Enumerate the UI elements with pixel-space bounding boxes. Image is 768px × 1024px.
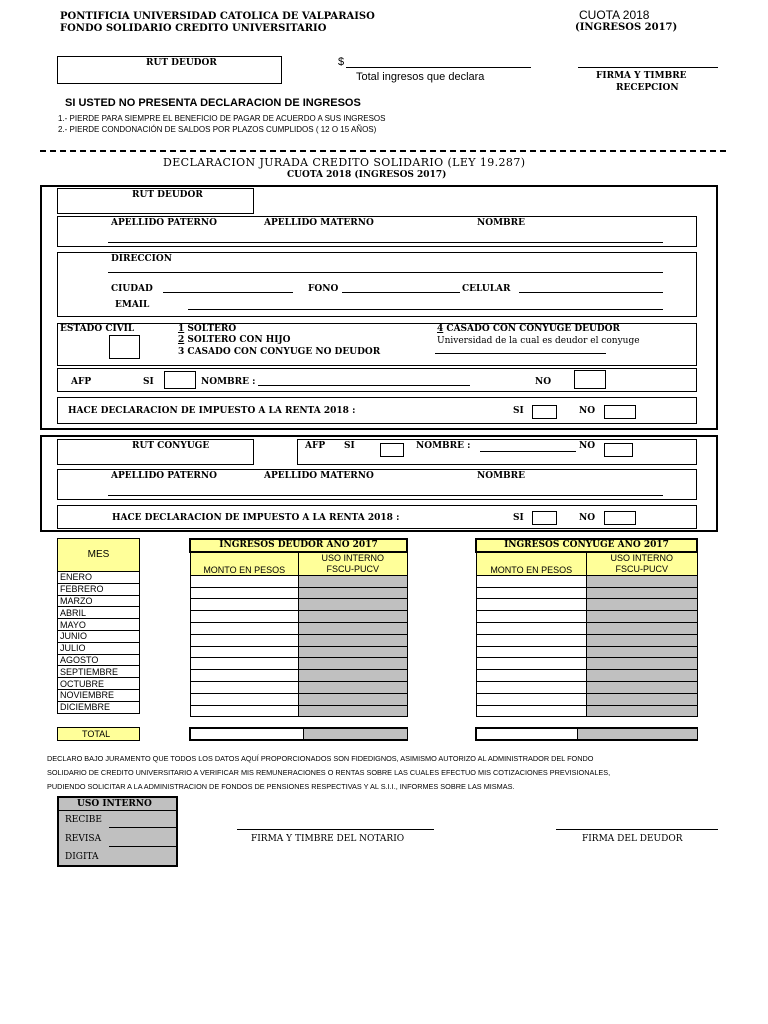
direccion-field[interactable]: [108, 272, 663, 273]
fono-label: FONO: [308, 284, 339, 294]
deudor-monto-cell[interactable]: [190, 681, 299, 693]
table-row: [476, 599, 697, 611]
conyuge-afp-box: [297, 439, 697, 465]
conyuge-interno-cell: [587, 670, 698, 682]
conyuge-monto-cell[interactable]: [476, 670, 587, 682]
deudor-interno-cell: [299, 646, 408, 658]
option-soltero: 1 SOLTERO: [178, 324, 237, 334]
afp-nombre-label: NOMBRE :: [201, 377, 256, 387]
conyuge-total-interno: [577, 729, 697, 739]
table-row: [190, 622, 407, 634]
firma-timbre-label: FIRMA Y TIMBRE: [596, 71, 687, 81]
apellido-materno-label: APELLIDO MATERNO: [264, 218, 374, 228]
table-row: [190, 705, 407, 717]
conyuge-afp-no-label: NO: [579, 441, 596, 451]
celular-label: CELULAR: [462, 284, 511, 294]
renta-conyuge-label: HACE DECLARACION DE IMPUESTO A LA RENTA 2018 :: [112, 513, 400, 523]
deudor-monto-cell[interactable]: [190, 634, 299, 646]
conyuge-income-title: INGRESOS CONYUGE AÑO 2017: [476, 539, 697, 552]
conyuge-interno-cell: [587, 611, 698, 623]
table-row: [476, 634, 697, 646]
direccion-label: DIRECCION: [111, 254, 172, 264]
deudor-monto-cell[interactable]: [190, 670, 299, 682]
address-box: [57, 252, 697, 317]
deudor-monto-cell[interactable]: [190, 611, 299, 623]
table-row: [476, 611, 697, 623]
fund-name: FONDO SOLIDARIO CREDITO UNIVERSITARIO: [60, 23, 327, 34]
email-label: EMAIL: [115, 300, 150, 310]
cuota-title: CUOTA 2018: [579, 8, 650, 22]
total-label-cell: [57, 727, 140, 741]
deudor-total-interno: [303, 729, 407, 739]
deudor-interno-cell: [299, 599, 408, 611]
form-subtitle: CUOTA 2018 (INGRESOS 2017): [287, 170, 447, 180]
rut-deudor-box[interactable]: [57, 188, 254, 214]
revisa-field[interactable]: [109, 846, 176, 847]
renta-conyuge-no-label: NO: [579, 513, 596, 523]
table-row: [476, 587, 697, 599]
month-label: JULIO: [58, 642, 140, 654]
conyuge-afp-label: AFP: [305, 441, 326, 451]
table-row: [476, 670, 697, 682]
revisa-label: REVISA: [65, 834, 102, 844]
conyuge-monto-cell[interactable]: [476, 646, 587, 658]
conyuge-monto-cell[interactable]: [476, 681, 587, 693]
conyuge-interno-cell: [587, 575, 698, 587]
email-field[interactable]: [188, 309, 663, 310]
universidad-conyuge-label: Universidad de la cual es deudor el conyuge: [437, 336, 640, 346]
deudor-monto-cell[interactable]: [190, 587, 299, 599]
conyuge-afp-nombre-field[interactable]: [480, 451, 576, 452]
conyuge-total-input[interactable]: [477, 729, 577, 739]
digita-label: DIGITA: [65, 852, 99, 862]
conyuge-monto-cell[interactable]: [476, 634, 587, 646]
fono-field[interactable]: [342, 292, 460, 293]
deudor-monto-cell[interactable]: [190, 658, 299, 670]
mes-table: [57, 538, 140, 714]
total-label: TOTAL: [82, 729, 111, 739]
table-row: [190, 611, 407, 623]
renta-deudor-no-label: NO: [579, 406, 596, 416]
table-row: [476, 622, 697, 634]
conyuge-total-row: [475, 727, 698, 741]
rut-deudor-top-label: RUT DEUDOR: [146, 58, 217, 68]
renta-deudor-label: HACE DECLARACION DE IMPUESTO A LA RENTA 2018 :: [68, 406, 356, 416]
ciudad-field[interactable]: [163, 292, 293, 293]
deudor-uso-interno-header: USO INTERNO FSCU-PUCV: [299, 552, 408, 576]
conyuge-interno-cell: [587, 599, 698, 611]
renta-deudor-box: [57, 397, 697, 424]
warning-line-1: 1.- PIERDE PARA SIEMPRE EL BENEFICIO DE PAGAR DE ACUERDO A SUS INGRESOS: [58, 114, 386, 123]
deudor-interno-cell: [299, 622, 408, 634]
afp-nombre-field[interactable]: [258, 385, 470, 386]
conyuge-monto-cell[interactable]: [476, 693, 587, 705]
renta-deudor-si-label: SI: [513, 406, 524, 416]
deudor-interno-cell: [299, 587, 408, 599]
month-label: FEBRERO: [58, 583, 140, 595]
afp-si-checkbox[interactable]: [164, 371, 196, 389]
firma-timbre-line[interactable]: [578, 67, 718, 68]
table-row: [190, 599, 407, 611]
conyuge-interno-cell: [587, 693, 698, 705]
rut-conyuge-label: RUT CONYUGE: [132, 441, 210, 451]
recepcion-label: RECEPCION: [616, 83, 679, 93]
deudor-income-title: INGRESOS DEUDOR AÑO 2017: [190, 539, 407, 552]
estado-civil-box: [57, 323, 697, 366]
conyuge-monto-cell[interactable]: [476, 611, 587, 623]
afp-no-label: NO: [535, 377, 552, 387]
deudor-interno-cell: [299, 670, 408, 682]
mes-header: MES: [58, 539, 140, 572]
deudor-monto-cell[interactable]: [190, 705, 299, 717]
table-row: [190, 693, 407, 705]
table-row: [476, 681, 697, 693]
deudor-interno-cell: [299, 658, 408, 670]
afp-no-checkbox[interactable]: [574, 370, 606, 389]
deudor-interno-cell: [299, 693, 408, 705]
deudor-signature-label: FIRMA DEL DEUDOR: [582, 834, 683, 844]
month-label: SEPTIEMBRE: [58, 666, 140, 678]
cut-line-divider: [40, 150, 726, 152]
conyuge-monto-cell[interactable]: [476, 622, 587, 634]
celular-field[interactable]: [519, 292, 663, 293]
conyuge-afp-nombre-label: NOMBRE :: [416, 441, 471, 451]
rut-conyuge-box[interactable]: [57, 439, 254, 465]
deudor-name-field[interactable]: [108, 242, 663, 243]
conyuge-monto-cell[interactable]: [476, 575, 587, 587]
conyuge-apellido-paterno-label: APELLIDO PATERNO: [111, 471, 217, 481]
notario-signature-line[interactable]: [237, 829, 434, 830]
month-label: MARZO: [58, 595, 140, 607]
afp-label: AFP: [71, 377, 92, 387]
table-row: [476, 575, 697, 587]
conyuge-interno-cell: [587, 622, 698, 634]
afp-box: [57, 368, 697, 392]
conyuge-apellido-materno-label: APELLIDO MATERNO: [264, 471, 374, 481]
uso-interno-title: USO INTERNO: [77, 799, 152, 809]
conyuge-interno-cell: [587, 681, 698, 693]
warning-title: SI USTED NO PRESENTA DECLARACION DE INGRESOS: [65, 97, 361, 109]
deudor-name-box: [57, 216, 697, 247]
rut-deudor-top-box[interactable]: [57, 56, 282, 84]
renta-conyuge-no-checkbox[interactable]: [604, 511, 636, 525]
conyuge-income-table: [475, 538, 698, 717]
conyuge-interno-cell: [587, 705, 698, 717]
conyuge-nombre-label: NOMBRE: [477, 471, 525, 481]
warning-line-2: 2.- PIERDE CONDONACIÓN DE SALDOS POR PLAZOS CUMPLIDOS ( 12 O 15 AÑOS): [58, 125, 377, 134]
conyuge-name-field[interactable]: [108, 495, 663, 496]
renta-deudor-si-checkbox[interactable]: [532, 405, 557, 419]
renta-deudor-no-checkbox[interactable]: [604, 405, 636, 419]
table-row: [190, 670, 407, 682]
universidad-conyuge-field[interactable]: [435, 353, 606, 354]
conyuge-uso-interno-header: USO INTERNO FSCU-PUCV: [587, 552, 698, 576]
month-label: ENERO: [58, 572, 140, 584]
deudor-interno-cell: [299, 681, 408, 693]
total-ingresos-label: Total ingresos que declara: [356, 71, 485, 83]
option-casado-deudor: 4 CASADO CON CONYUGE DEUDOR: [437, 324, 620, 334]
conyuge-interno-cell: [587, 646, 698, 658]
estado-civil-label: ESTADO CIVIL: [60, 324, 135, 334]
apellido-paterno-label: APELLIDO PATERNO: [111, 218, 217, 228]
form-title: DECLARACION JURADA CREDITO SOLIDARIO (LEY 19.287): [163, 156, 526, 169]
deudor-total-row: [189, 727, 408, 741]
deudor-signature-line[interactable]: [556, 829, 718, 830]
ciudad-label: CIUDAD: [111, 284, 153, 294]
declaration-line-1: DECLARO BAJO JURAMENTO QUE TODOS LOS DATOS AQUÍ PROPORCIONADOS SON FIDEDIGNOS, ASIMISMO AUTORIZO AL ADMINISTRADOR DEL FONDO: [47, 754, 594, 763]
deudor-monto-cell[interactable]: [190, 646, 299, 658]
declaration-line-3: PUDIENDO SOLICITAR A LA ADMINISTRACION DE FONDOS DE PENSIONES RESPECTIVAS Y AL S.I.I., INFORMES SOBRE LAS MISMAS.: [47, 782, 515, 791]
declaration-line-2: SOLIDARIO DE CREDITO UNIVERSITARIO A VERIFICAR MIS REMUNERACIONES O RENTAS SOBRE LAS CUALES EFECTUO MIS COTIZACIONES PREVISIONALES,: [47, 768, 611, 777]
deudor-monto-cell[interactable]: [190, 599, 299, 611]
conyuge-monto-cell[interactable]: [476, 705, 587, 717]
nombre-label: NOMBRE: [477, 218, 525, 228]
table-row: [190, 634, 407, 646]
renta-conyuge-si-label: SI: [513, 513, 524, 523]
ingresos-year: (INGRESOS 2017): [575, 22, 678, 33]
deudor-monto-cell[interactable]: [190, 693, 299, 705]
renta-conyuge-box: [57, 505, 697, 529]
conyuge-monto-cell[interactable]: [476, 587, 587, 599]
recibe-field[interactable]: [109, 827, 176, 828]
month-label: MAYO: [58, 619, 140, 631]
deudor-interno-cell: [299, 611, 408, 623]
conyuge-interno-cell: [587, 587, 698, 599]
deudor-interno-cell: [299, 575, 408, 587]
recibe-label: RECIBE: [65, 815, 102, 825]
table-row: [476, 646, 697, 658]
deudor-total-input[interactable]: [191, 729, 303, 739]
deudor-income-table: [189, 538, 408, 717]
table-row: [190, 646, 407, 658]
deudor-monto-header: MONTO EN PESOS: [190, 552, 299, 576]
option-casado-no-deudor: 3 CASADO CON CONYUGE NO DEUDOR: [178, 347, 381, 357]
conyuge-afp-no-checkbox[interactable]: [604, 443, 633, 457]
month-label: JUNIO: [58, 630, 140, 642]
renta-conyuge-si-checkbox[interactable]: [532, 511, 557, 525]
month-label: ABRIL: [58, 607, 140, 619]
conyuge-name-box: [57, 469, 697, 500]
table-row: [190, 587, 407, 599]
deudor-monto-cell[interactable]: [190, 575, 299, 587]
conyuge-afp-si-checkbox[interactable]: [380, 443, 404, 457]
rut-deudor-label: RUT DEUDOR: [132, 190, 203, 200]
deudor-monto-cell[interactable]: [190, 622, 299, 634]
month-label: NOVIEMBRE: [58, 689, 140, 701]
total-ingresos-field[interactable]: [346, 67, 531, 68]
table-row: [190, 575, 407, 587]
uso-interno-box: [57, 796, 178, 867]
conyuge-afp-si-label: SI: [344, 441, 355, 451]
conyuge-interno-cell: [587, 658, 698, 670]
table-row: [190, 658, 407, 670]
table-row: [476, 658, 697, 670]
estado-civil-input[interactable]: [109, 335, 140, 359]
table-row: [476, 693, 697, 705]
conyuge-interno-cell: [587, 634, 698, 646]
deudor-interno-cell: [299, 705, 408, 717]
month-label: OCTUBRE: [58, 678, 140, 690]
university-name: PONTIFICIA UNIVERSIDAD CATOLICA DE VALPARAISO: [60, 11, 375, 22]
afp-si-label: SI: [143, 377, 154, 387]
conyuge-monto-cell[interactable]: [476, 599, 587, 611]
table-row: [190, 681, 407, 693]
currency-sign: $: [338, 56, 345, 68]
notario-signature-label: FIRMA Y TIMBRE DEL NOTARIO: [251, 834, 405, 844]
month-label: AGOSTO: [58, 654, 140, 666]
table-row: [476, 705, 697, 717]
conyuge-monto-cell[interactable]: [476, 658, 587, 670]
conyuge-monto-header: MONTO EN PESOS: [476, 552, 587, 576]
month-label: DICIEMBRE: [58, 701, 140, 713]
deudor-interno-cell: [299, 634, 408, 646]
option-soltero-con-hijo: 2 SOLTERO CON HIJO: [178, 335, 291, 345]
